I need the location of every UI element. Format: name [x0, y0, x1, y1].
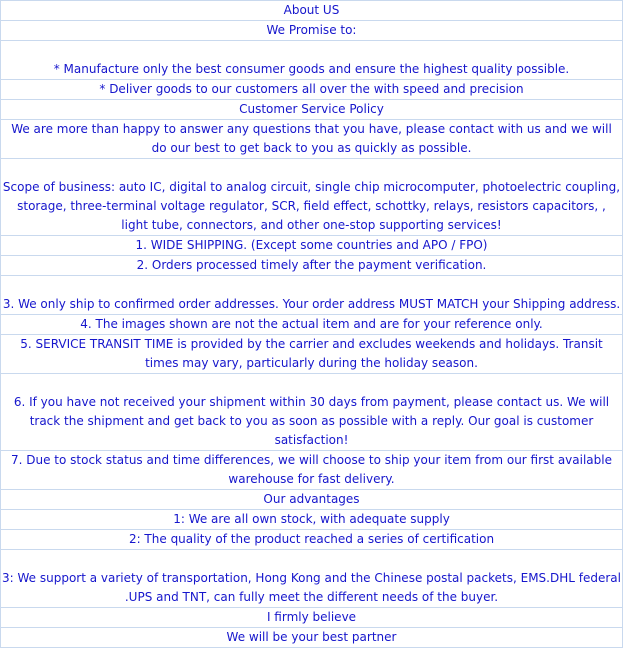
- table-row: [1, 256, 623, 276]
- shipping-item-2: 2. Orders processed timely after the payment verification.: [1, 256, 623, 276]
- shipping-item-6: 6. If you have not received your shipment within 30 days from payment, please contact us. We will track the shipment and get back to you as soon as possible with a reply. Our goal is customer satisfaction!: [13, 395, 610, 447]
- table-row: [1, 490, 623, 510]
- promise-quality-cell: [1, 41, 623, 80]
- shipping-item-5: 5. SERVICE TRANSIT TIME is provided by the carrier and excludes weekends and holidays. Transit times may vary, particularly during the holiday season.: [1, 335, 623, 374]
- table-row: [1, 236, 623, 256]
- about-us-heading: About US: [1, 1, 623, 21]
- table-row: [1, 335, 623, 374]
- table-row: [1, 374, 623, 451]
- table-row: [1, 80, 623, 100]
- table-row: [1, 628, 623, 648]
- shipping-item-1: 1. WIDE SHIPPING. (Except some countries and APO / FPO): [1, 236, 623, 256]
- scope-of-business-text: Scope of business: auto IC, digital to analog circuit, single chip microcomputer, photoelectric coupling, storage, three-terminal voltage regulator, SCR, field effect, schottky, relays, resistors capacitors, , light tube, connectors, and other one-stop supporting services!: [2, 180, 621, 232]
- we-promise-heading: We Promise to:: [1, 21, 623, 41]
- table-row: [1, 608, 623, 628]
- table-row: [1, 100, 623, 120]
- shipping-item-6-cell: [1, 374, 623, 451]
- shipping-item-3-cell: [1, 276, 623, 315]
- promise-quality-text: * Manufacture only the best consumer goods and ensure the highest quality possible.: [53, 62, 570, 76]
- partner-text: We will be your best partner: [1, 628, 623, 648]
- advantage-3-cell: [1, 550, 623, 608]
- table-row: [1, 1, 623, 21]
- table-row: [1, 315, 623, 335]
- shipping-item-7: 7. Due to stock status and time differences, we will choose to ship your item from our first available warehouse for fast delivery.: [1, 451, 623, 490]
- table-row: [1, 276, 623, 315]
- table-row: [1, 550, 623, 608]
- table-row: [1, 120, 623, 159]
- promise-delivery-text: * Deliver goods to our customers all over the with speed and precision: [1, 80, 623, 100]
- table-row: [1, 21, 623, 41]
- table-row: [1, 451, 623, 490]
- policy-text: We are more than happy to answer any questions that you have, please contact with us and we will do our best to get back to you as quickly as possible.: [1, 120, 623, 159]
- blank-line: [2, 550, 621, 569]
- advantage-2: 2: The quality of the product reached a series of certification: [1, 530, 623, 550]
- shipping-item-4: 4. The images shown are not the actual item and are for your reference only.: [1, 315, 623, 335]
- table-row: [1, 159, 623, 236]
- customer-service-policy-heading: Customer Service Policy: [1, 100, 623, 120]
- table-row: [1, 510, 623, 530]
- blank-line: [2, 41, 621, 60]
- blank-line: [2, 159, 621, 178]
- believe-text: I firmly believe: [1, 608, 623, 628]
- blank-line: [2, 374, 621, 393]
- shipping-item-3: 3. We only ship to confirmed order addresses. Your order address MUST MATCH your Shipping address.: [2, 297, 621, 311]
- our-advantages-heading: Our advantages: [1, 490, 623, 510]
- table-row: [1, 41, 623, 80]
- advantage-3: 3: We support a variety of transportation, Hong Kong and the Chinese postal packets, EMS.DHL federal .UPS and TNT, can fully meet the different needs of the buyer.: [2, 571, 621, 604]
- blank-line: [2, 276, 621, 295]
- advantage-1: 1: We are all own stock, with adequate supply: [1, 510, 623, 530]
- table-row: [1, 530, 623, 550]
- scope-cell: [1, 159, 623, 236]
